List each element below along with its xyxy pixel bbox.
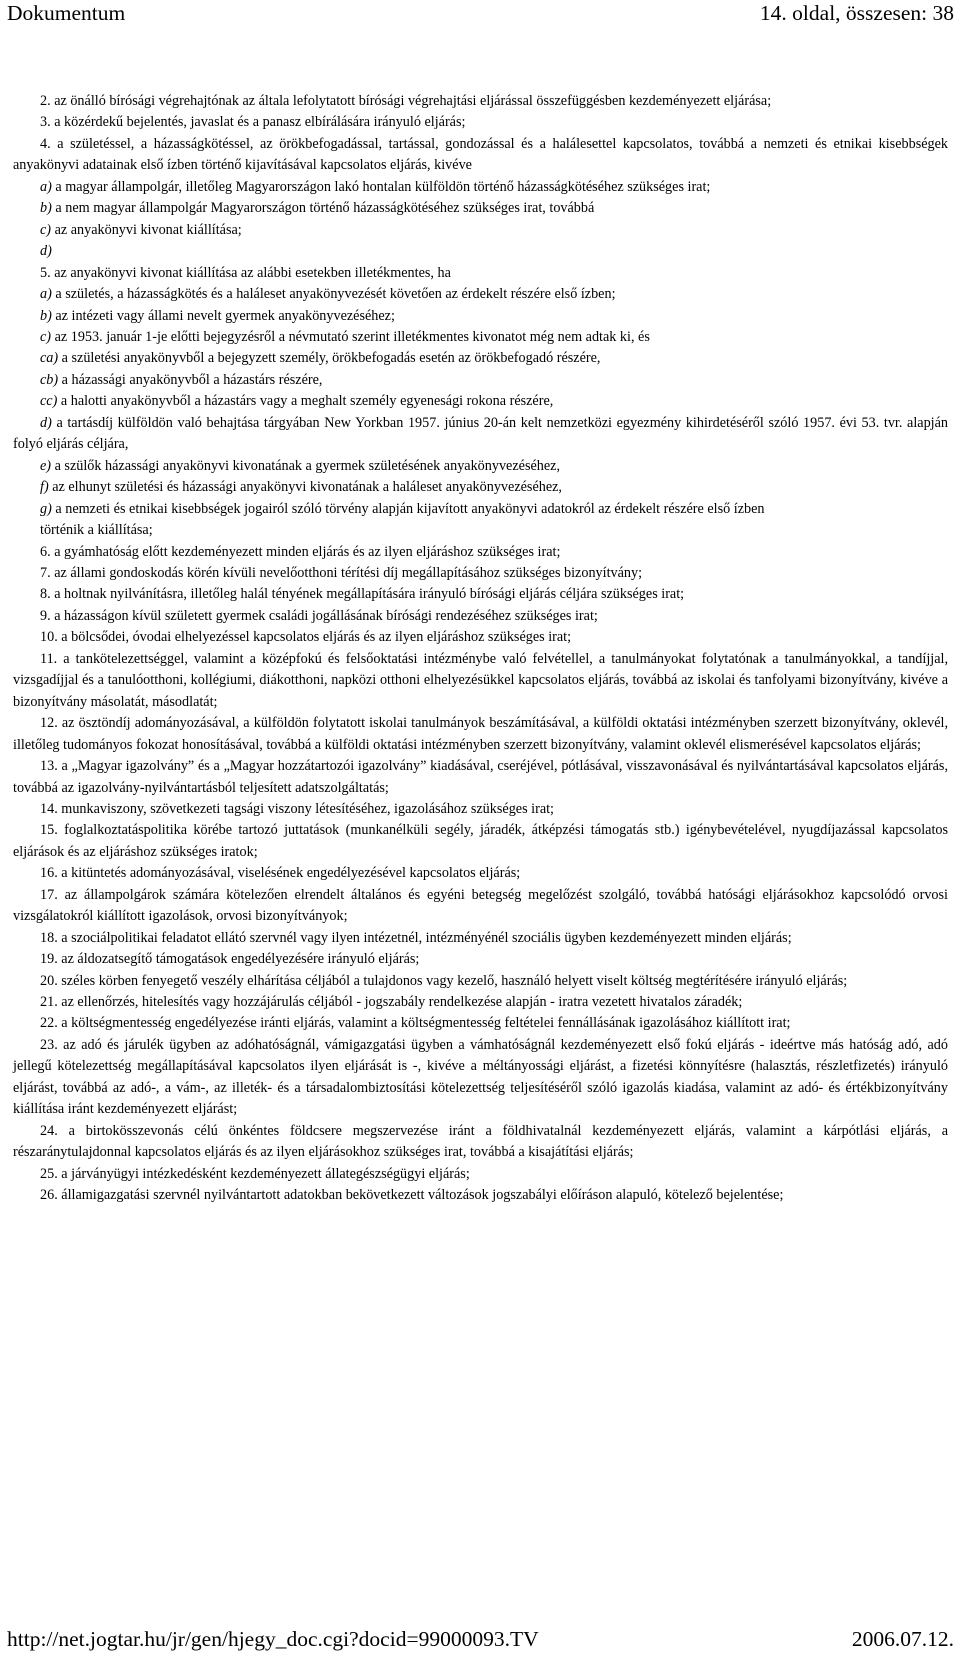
- subitem-5e: e) a szülők házassági anyakönyvi kivonatának a gyermek születésének anyakönyvezéséhez,: [40, 457, 561, 474]
- subitem-5cc: cc) a halotti anyakönyvből a házastárs vagy a meghalt személy egyenesági rokona részére,: [40, 393, 554, 410]
- paragraph-item-11: 11. a tankötelezettséggel, valamint a középfokú és felsőoktatási intézménybe való felvétellel, a tanulmányokat folytatónak a tanulmányokkal, a tandíjjal, vizsgadíjjal és a tanulóotthoni, kollégiumi, diákotthoni, napközi otthoni elhelyezésükkel kapcsolatos eljárás, továbbá az iskolai és tanfolyami bizonyítvány, kivéve a bizonyítvány másolatát, másodlatát;: [13, 650, 948, 710]
- paragraph-item-21: 21. az ellenőrzés, hitelesítés vagy hozzájárulás céljából - jogszabály rendelkezése alapján - iratra vezetett hivatalos záradék;: [40, 994, 743, 1011]
- paragraph-item-25: 25. a járványügyi intézkedésként kezdeményezett állategészségügyi eljárás;: [40, 1165, 470, 1182]
- paragraph-item-20: 20. széles körben fenyegető veszély elhárítása céljából a tulajdonos vagy kezelő, használó helyett viselt költség megtérítésére irányuló eljárás;: [40, 972, 848, 989]
- subitem-5d: d) a tartásdíj külföldön való behajtása tárgyában New Yorkban 1957. június 20-án kelt nemzetközi egyezmény kihirdetéséről szóló 1957. évi 53. tvr. alapján folyó eljárás céljára,: [13, 414, 948, 453]
- subitem-5a: a) a születés, a házasságkötés és a haláleset anyakönyvezését követően az érdekelt részére első ízben;: [40, 286, 616, 303]
- page-header: [0, 0, 960, 26]
- subitem-marker: a): [40, 178, 52, 195]
- paragraph-item-7: 7. az állami gondoskodás körén kívüli nevelőotthoni térítési díj megállapításához szükséges bizonyítvány;: [40, 564, 643, 581]
- paragraph-item-17: 17. az állampolgárok számára kötelezően elrendelt általános és egyéni betegség megelőzést szolgáló, továbbá hatósági eljárásokhoz kapcsolódó orvosi vizsgálatokról kiállított igazolások, orvosi bizonyítványok;: [13, 886, 948, 925]
- subitem-5c: c) az 1953. január 1-je előtti bejegyzésről a névmutató szerint illetékmentes kivonatot még nem adtak ki, és: [40, 328, 650, 345]
- paragraph-item-9: 9. a házasságon kívül született gyermek családi jogállásának bírósági rendezéséhez szükséges irat;: [40, 607, 598, 624]
- subitem-4b: b) a nem magyar állampolgár Magyarországon történő házasságkötéséhez szükséges irat, továbbá: [40, 200, 595, 217]
- print-date: 2006.07.12.: [851, 1627, 954, 1651]
- paragraph-item-14: 14. munkaviszony, szövetkezeti tagsági viszony létesítéséhez, igazolásához szükséges irat;: [40, 800, 554, 817]
- subitem-marker: c): [40, 221, 52, 238]
- subitem-marker: d): [40, 243, 52, 260]
- subitem-marker: a): [40, 286, 52, 303]
- paragraph-item-4: 4. a születéssel, a házasságkötéssel, az örökbefogadással, tartással, gondozással és a halálesettel kapcsolatos, továbbá a nemzeti és etnikai kisebbségek anyakönyvi adatainak első ízben történő kijavításával kapcsolatos eljárás, kivéve: [13, 135, 948, 174]
- paragraph-item-22: 22. a költségmentesség engedélyezése iránti eljárás, valamint a költségmentesség feltételei fennállásának igazolásához kiállított irat;: [40, 1015, 791, 1032]
- paragraph-item-15: 15. foglalkoztatáspolitika körébe tartozó juttatások (munkanélküli segély, járadék, átképzési támogatás stb.) igénybevételével, nyugdíjazással kapcsolatos eljárások és az eljáráshoz szükséges iratok;: [13, 822, 948, 860]
- subitem-4d: [13, 241, 948, 262]
- subitem-4c: c) az anyakönyvi kivonat kiállítása;: [40, 221, 242, 238]
- paragraph-item-6: 6. a gyámhatóság előtt kezdeményezett minden eljárás és az ilyen eljáráshoz szükséges irat;: [40, 543, 561, 560]
- page-footer: [0, 1626, 960, 1652]
- paragraph-item-12: 12. az ösztöndíj adományozásával, a külföldön folytatott iskolai tanulmányok beszámításával, a külföldi oktatási intézményben szerzett bizonyítvány, oklevél, illetőleg tudományos fokozat honosításával, továbbá a külföldi oktatási intézményben szerzett bizonyítvány, valamint oklevél elismerésével kapcsolatos eljárás;: [13, 715, 948, 753]
- subitem-marker: ca): [40, 350, 59, 367]
- paragraph-item-3: 3. a közérdekű bejelentés, javaslat és a panasz elbírálására irányuló eljárás;: [40, 114, 466, 131]
- subitem-marker: g): [40, 500, 52, 517]
- subitem-marker: cb): [40, 371, 59, 388]
- paragraph-item-19: 19. az áldozatsegítő támogatások engedélyezésére irányuló eljárás;: [40, 951, 420, 968]
- document-title: Dokumentum: [7, 1, 126, 25]
- subitem-4a: a) a magyar állampolgár, illetőleg Magyarországon lakó hontalan külföldön történő házasságkötéséhez szükséges irat;: [40, 178, 711, 195]
- paragraph-item-23: 23. az adó és járulék ügyben az adóhatóságnál, vámigazgatási ügyben a vámhatóságnál kezdeményezett első fokú eljárás - ideértve más hatóság adó, adó jellegű kötelezettség megállapításával kapcsolatos ilyen eljárását is -, kivéve a méltányossági eljárást, a fizetési könnyítésre (halasztás, részletfizetés) irányuló eljárást, továbbá az adó-, a vám-, az illeték- és a társadalombiztosítási kötelezettség teljesítéséről szóló igazolás kiadása, valamint az adó- és értékbizonyítvány kiállítása iránt kezdeményezett eljárást;: [13, 1036, 948, 1118]
- subitem-5g: g) a nemzeti és etnikai kisebbségek jogairól szóló törvény alapján kijavított anyakönyvi adatokról az érdekelt részére első ízben: [40, 500, 765, 517]
- subitem-marker: e): [40, 457, 52, 474]
- page-counter: 14. oldal, összesen: 38: [759, 1, 954, 25]
- paragraph-item-24: 24. a birtokösszevonás célú önkéntes földcsere megszervezése iránt a földhivatalnál kezdeményezett eljárás, valamint a kárpótlási eljárás, a részaránytulajdonnal kapcsolatos eljárás és az ilyen eljárásokhoz szükséges irat, továbbá a kisajátítási eljárás;: [13, 1122, 948, 1161]
- subitem-marker: d): [40, 414, 52, 431]
- paragraph-item-18: 18. a szociálpolitikai feladatot ellátó szervnél vagy ilyen intézetnél, intézményénél szociális ügyben kezdeményezett minden eljárás;: [40, 929, 792, 946]
- paragraph-continuation: történik a kiállítása;: [40, 522, 153, 539]
- source-url: http://net.jogtar.hu/jr/gen/hjegy_doc.cgi?docid=99000093.TV: [7, 1627, 539, 1651]
- document-body: [13, 91, 948, 1207]
- subitem-5cb: cb) a házassági anyakönyvből a házastárs részére,: [40, 371, 323, 388]
- paragraph-item-26: 26. államigazgatási szervnél nyilvántartott adatokban bekövetkezett változások jogszabályi előíráson alapuló, kötelező bejelentése;: [40, 1187, 784, 1204]
- subitem-marker: f): [40, 479, 49, 496]
- paragraph-item-13: 13. a „Magyar igazolvány” és a „Magyar hozzátartozói igazolvány” kiadásával, cseréjével, pótlásával, visszavonásával és nyilvántartásával kapcsolatos eljárás, továbbá az igazolvány-nyilvántartásból teljesített adatszolgáltatás;: [13, 758, 948, 796]
- subitem-5b: b) az intézeti vagy állami nevelt gyermek anyakönyvezéséhez;: [40, 307, 395, 324]
- paragraph-item-5: 5. az anyakönyvi kivonat kiállítása az alábbi esetekben illetékmentes, ha: [40, 264, 451, 281]
- paragraph-item-2: 2. az önálló bírósági végrehajtónak az általa lefolytatott bírósági végrehajtási eljárással összefüggésben kezdeményezett eljárása;: [40, 93, 772, 109]
- paragraph-item-16: 16. a kitüntetés adományozásával, viselésének engedélyezésével kapcsolatos eljárás;: [40, 865, 521, 882]
- subitem-marker: cc): [40, 393, 58, 410]
- subitem-5f: f) az elhunyt születési és házassági anyakönyvi kivonatának a haláleset anyakönyvezéséhez,: [40, 479, 562, 496]
- paragraph-item-8: 8. a holtnak nyilvánításra, illetőleg halál tényének megállapítására irányuló bírósági eljárás céljára szükséges irat;: [40, 586, 685, 603]
- subitem-marker: c): [40, 328, 52, 345]
- paragraph-item-10: 10. a bölcsődei, óvodai elhelyezéssel kapcsolatos eljárás és az ilyen eljáráshoz szükséges irat;: [40, 629, 572, 646]
- subitem-marker: b): [40, 307, 52, 324]
- subitem-marker: b): [40, 200, 52, 217]
- subitem-5ca: ca) a születési anyakönyvből a bejegyzett személy, örökbefogadás esetén az örökbefogadó részére,: [40, 350, 601, 367]
